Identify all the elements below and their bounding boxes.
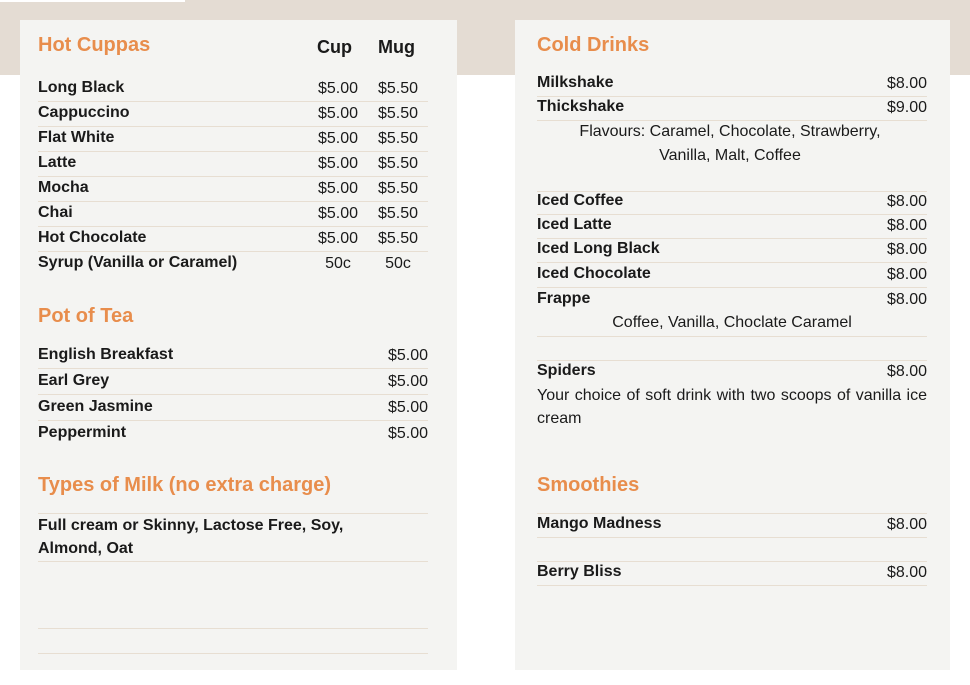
mug-price: $5.50 bbox=[377, 205, 419, 222]
item-name: Hot Chocolate bbox=[38, 229, 147, 246]
section-title-smoothies: Smoothies bbox=[537, 474, 640, 496]
menu-item-row bbox=[38, 344, 428, 369]
item-name: Iced Latte bbox=[537, 216, 612, 233]
menu-item-row bbox=[537, 96, 927, 121]
section-title-cold-drinks: Cold Drinks bbox=[537, 34, 650, 56]
menu-panel-right bbox=[515, 20, 950, 670]
item-name: Flat White bbox=[38, 129, 115, 146]
mug-price: 50c bbox=[385, 255, 411, 272]
column-header-mug: Mug bbox=[378, 37, 415, 57]
item-name: Earl Grey bbox=[38, 372, 110, 389]
menu-item-row bbox=[38, 77, 428, 102]
section-title-hot-cuppas: Hot Cuppas bbox=[38, 34, 151, 56]
column-header-cup: Cup bbox=[317, 37, 352, 57]
item-name: Thickshake bbox=[537, 98, 625, 115]
section-title-milk: Types of Milk (no extra charge) bbox=[38, 474, 332, 496]
cup-price: $5.00 bbox=[317, 130, 359, 147]
menu-item-row bbox=[38, 202, 428, 227]
mug-price: $5.50 bbox=[377, 105, 419, 122]
item-price: $8.00 bbox=[886, 291, 927, 308]
mug-price: $5.50 bbox=[377, 155, 419, 172]
menu-item-row bbox=[537, 513, 927, 538]
item-name: Mocha bbox=[38, 179, 89, 196]
item-name: Cappuccino bbox=[38, 104, 130, 121]
frappe-flavours-text: Coffee, Vanilla, Choclate Caramel bbox=[612, 314, 852, 331]
item-name: Long Black bbox=[38, 79, 125, 96]
mug-price: $5.50 bbox=[377, 230, 419, 247]
item-price: $9.00 bbox=[886, 99, 927, 116]
divider bbox=[537, 336, 927, 337]
item-price: $5.00 bbox=[387, 425, 428, 442]
divider bbox=[38, 653, 428, 654]
menu-item-row bbox=[38, 252, 428, 276]
menu-item-row bbox=[38, 152, 428, 177]
item-name: Peppermint bbox=[38, 424, 127, 441]
cup-price: $5.00 bbox=[317, 180, 359, 197]
menu-panel-left bbox=[20, 20, 457, 670]
item-price: $8.00 bbox=[886, 266, 927, 283]
divider bbox=[38, 561, 428, 562]
section-title-pot-of-tea: Pot of Tea bbox=[38, 305, 134, 327]
menu-item-row bbox=[537, 561, 927, 586]
menu-item-row bbox=[537, 190, 927, 215]
menu-item-row bbox=[38, 127, 428, 152]
menu-item-row bbox=[38, 177, 428, 202]
item-price: $5.00 bbox=[387, 347, 428, 364]
item-name: English Breakfast bbox=[38, 346, 174, 363]
milk-options-text: Full cream or Skinny, Lactose Free, Soy, Almond, Oat bbox=[38, 517, 344, 557]
cup-price: $5.00 bbox=[317, 230, 359, 247]
item-name: Iced Long Black bbox=[537, 240, 660, 257]
flavours-text: Flavours: Caramel, Chocolate, Strawberry, Vanilla, Malt, Coffee bbox=[579, 123, 881, 164]
mug-price: $5.50 bbox=[377, 80, 419, 97]
item-name: Chai bbox=[38, 204, 73, 221]
item-name: Iced Coffee bbox=[537, 192, 624, 209]
mug-price: $5.50 bbox=[377, 180, 419, 197]
item-name: Frappe bbox=[537, 290, 591, 307]
item-price: $8.00 bbox=[886, 241, 927, 258]
cup-price: $5.00 bbox=[317, 155, 359, 172]
menu-item-row bbox=[537, 214, 927, 239]
item-name: Milkshake bbox=[537, 74, 614, 91]
menu-item-row bbox=[38, 227, 428, 252]
item-price: $8.00 bbox=[886, 363, 927, 380]
item-price: $5.00 bbox=[387, 399, 428, 416]
menu-item-row bbox=[38, 370, 428, 395]
cup-price: $5.00 bbox=[317, 205, 359, 222]
divider bbox=[38, 628, 428, 629]
item-price: $8.00 bbox=[886, 217, 927, 234]
menu-item-row bbox=[537, 72, 927, 97]
cup-price: $5.00 bbox=[317, 105, 359, 122]
item-name: Syrup (Vanilla or Caramel) bbox=[38, 254, 238, 271]
spiders-description: Your choice of soft drink with two scoops of vanilla ice cream bbox=[537, 387, 927, 427]
band-notch bbox=[0, 0, 185, 2]
menu-item-row bbox=[537, 238, 927, 263]
item-name: Mango Madness bbox=[537, 515, 662, 532]
cup-price: 50c bbox=[325, 255, 351, 272]
item-price: $8.00 bbox=[886, 564, 927, 581]
menu-item-row bbox=[537, 263, 927, 288]
item-name: Spiders bbox=[537, 362, 596, 379]
menu-item-row bbox=[38, 396, 428, 421]
menu-item-row bbox=[38, 422, 428, 446]
mug-price: $5.50 bbox=[377, 130, 419, 147]
item-name: Berry Bliss bbox=[537, 563, 622, 580]
menu-item-row bbox=[537, 360, 927, 384]
item-name: Green Jasmine bbox=[38, 398, 153, 415]
cup-price: $5.00 bbox=[317, 80, 359, 97]
item-name: Iced Chocolate bbox=[537, 265, 651, 282]
item-price: $8.00 bbox=[886, 193, 927, 210]
item-price: $8.00 bbox=[886, 516, 927, 533]
menu-item-row bbox=[537, 288, 927, 312]
item-name: Latte bbox=[38, 154, 77, 171]
item-price: $8.00 bbox=[886, 75, 927, 92]
item-price: $5.00 bbox=[387, 373, 428, 390]
menu-item-row bbox=[38, 102, 428, 127]
